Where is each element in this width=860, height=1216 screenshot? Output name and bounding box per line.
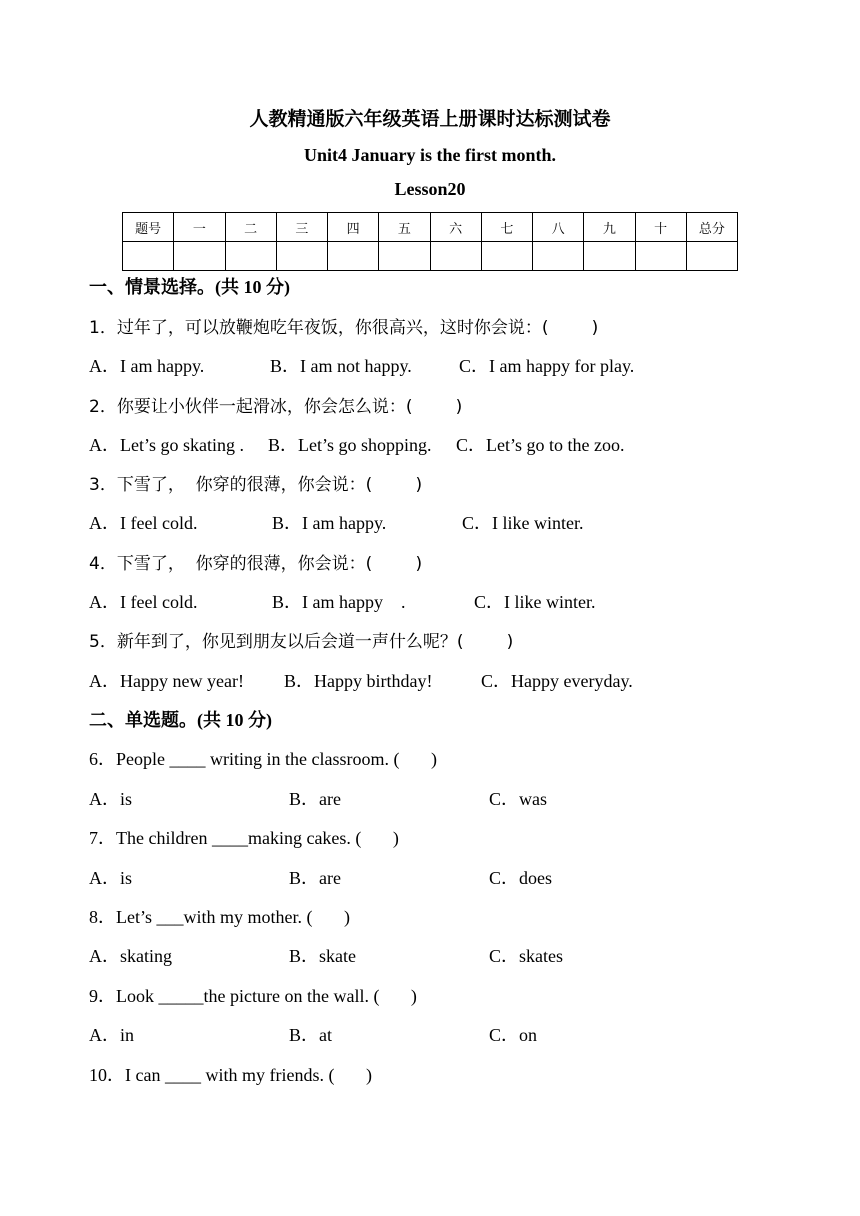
option-b: B．I am happy . (272, 592, 406, 612)
score-cell[interactable] (174, 242, 225, 271)
score-cell[interactable] (584, 242, 635, 271)
option-b: B．at (289, 1025, 332, 1045)
score-header-cell: 一 (174, 213, 225, 242)
question-text: 9．Look _____the picture on the wall. ( ) (89, 986, 417, 1006)
option-b: B．are (289, 868, 341, 888)
score-header-cell: 五 (379, 213, 430, 242)
option-a: A．Let’s go skating . (89, 435, 244, 455)
option-b: B．I am happy. (272, 513, 387, 533)
score-cell[interactable] (430, 242, 481, 271)
option-a: A．is (89, 789, 133, 809)
question-text: 4．下雪了， 你穿的很薄，你会说：( ) (89, 554, 423, 574)
question-text: 10．I can ____ with my friends. ( ) (89, 1065, 372, 1085)
question-text: 5．新年到了，你见到朋友以后会道一声什么呢？( ) (89, 632, 514, 652)
score-header-cell: 九 (584, 213, 635, 242)
score-header-cell: 总分 (686, 213, 737, 242)
question-text: 3．下雪了， 你穿的很薄，你会说：( ) (89, 475, 423, 495)
score-cell[interactable] (328, 242, 379, 271)
score-cell[interactable] (635, 242, 686, 271)
section-heading: 二、单选题。(共 10 分) (89, 710, 272, 730)
score-table-header-row (123, 213, 738, 242)
option-c: C．Happy everyday. (481, 671, 633, 691)
score-header-cell: 二 (225, 213, 276, 242)
option-a: A．I feel cold. (89, 592, 198, 612)
option-a: A．I am happy. (89, 356, 205, 376)
score-cell[interactable] (123, 242, 174, 271)
option-a: A．in (89, 1025, 134, 1045)
question-text: 7．The children ____making cakes. ( ) (89, 828, 399, 848)
option-a: A．skating (89, 946, 172, 966)
option-c: C．on (489, 1025, 538, 1045)
option-c: C．was (489, 789, 547, 809)
exam-title: 人教精通版六年级英语上册课时达标测试卷 (249, 108, 611, 130)
option-b: B．Happy birthday! (284, 671, 433, 691)
option-c: C．I like winter. (474, 592, 596, 612)
score-header-cell: 六 (430, 213, 481, 242)
score-cell[interactable] (276, 242, 327, 271)
score-table-blank-row (123, 242, 738, 271)
score-table (122, 212, 738, 271)
option-a: A．Happy new year! (89, 671, 244, 691)
score-header-cell: 题号 (123, 213, 174, 242)
option-c: C．Let’s go to the zoo. (456, 435, 625, 455)
score-cell[interactable] (379, 242, 430, 271)
option-a: A．is (89, 868, 133, 888)
score-header-cell: 七 (481, 213, 532, 242)
question-text: 1．过年了，可以放鞭炮吃年夜饭，你很高兴，这时你会说：( ) (89, 318, 599, 338)
option-a: A．I feel cold. (89, 513, 198, 533)
score-cell[interactable] (533, 242, 584, 271)
option-c: C．I like winter. (462, 513, 584, 533)
lesson-title: Lesson20 (394, 179, 466, 199)
score-header-cell: 四 (328, 213, 379, 242)
option-b: B．Let’s go shopping. (268, 435, 432, 455)
option-b: B．are (289, 789, 341, 809)
score-header-cell: 三 (276, 213, 327, 242)
score-cell[interactable] (225, 242, 276, 271)
score-header-cell: 十 (635, 213, 686, 242)
unit-title: Unit4 January is the first month. (303, 145, 556, 165)
question-text: 2．你要让小伙伴一起滑冰，你会怎么说：( ) (89, 397, 463, 417)
score-cell[interactable] (686, 242, 737, 271)
option-c: C．does (489, 868, 552, 888)
score-cell[interactable] (481, 242, 532, 271)
option-b: B．skate (289, 946, 356, 966)
question-text: 6．People ____ writing in the classroom. ( ) (89, 749, 437, 769)
option-c: C．skates (489, 946, 563, 966)
section-heading: 一、情景选择。(共 10 分) (89, 277, 290, 297)
option-b: B．I am not happy. (270, 356, 412, 376)
question-text: 8．Let’s ___with my mother. ( ) (89, 907, 350, 927)
score-header-cell: 八 (533, 213, 584, 242)
option-c: C．I am happy for play. (459, 356, 635, 376)
